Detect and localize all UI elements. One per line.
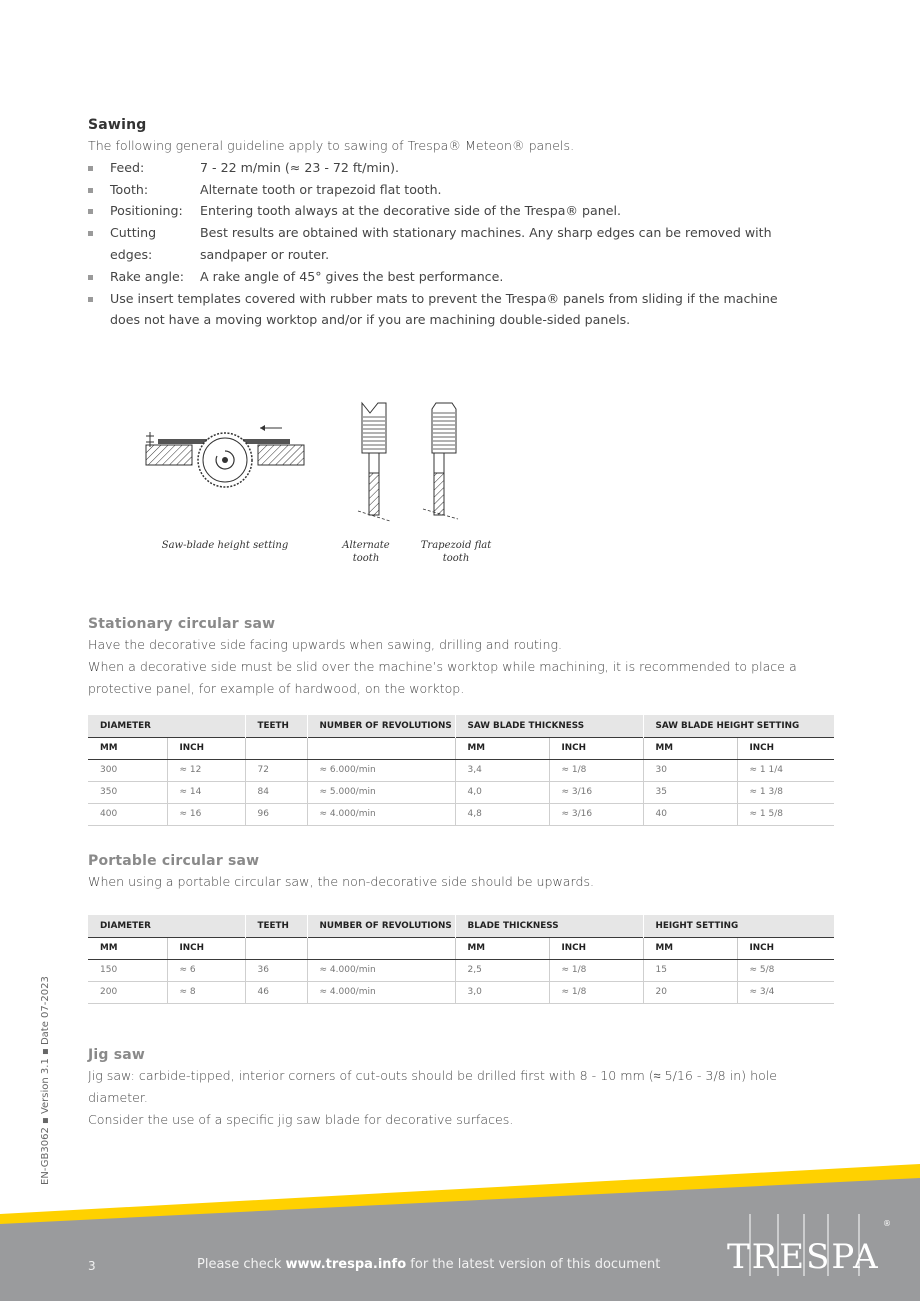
bullet-desc: Best results are obtained with stationary machines. Any sharp edges can be removed with sandpaper or router.	[200, 225, 772, 262]
page-number: 3	[88, 1259, 96, 1273]
table-cell: ≈ 8	[167, 981, 245, 1003]
jigsaw-para-2: Consider the use of a specific jig saw blade for decorative surfaces.	[88, 1111, 514, 1127]
table-row	[88, 759, 834, 781]
table-subheader: MM	[643, 937, 737, 959]
website-link[interactable]: www.trespa.info	[285, 1257, 407, 1272]
table-cell: ≈ 12	[167, 759, 245, 781]
bullet-desc: Alternate tooth or trapezoid flat tooth.	[200, 181, 442, 197]
table-cell: 150	[88, 959, 167, 981]
table-cell: 84	[245, 781, 307, 803]
bullet-term: Rake angle:	[110, 268, 184, 284]
table-cell: 350	[88, 781, 167, 803]
table-header: HEIGHT SETTING	[643, 915, 834, 937]
table-cell: ≈ 3/16	[549, 781, 643, 803]
table-cell: 46	[245, 981, 307, 1003]
bullet-desc: Use insert templates covered with rubber mats to prevent the Trespa® panels from sliding if the machine does not have a moving worktop and/or if you are machining double-sided panels.	[110, 290, 778, 328]
svg-text:®: ®	[883, 1219, 891, 1228]
caption-line: tooth	[352, 553, 380, 564]
table-header: SAW BLADE HEIGHT SETTING	[643, 715, 834, 737]
footer-text: Please check	[197, 1257, 286, 1272]
caption-line: Trapezoid flat	[420, 540, 492, 551]
table-cell: 96	[245, 803, 307, 825]
table-subheader: INCH	[167, 937, 245, 959]
bullet-desc: A rake angle of 45° gives the best performance.	[200, 268, 504, 284]
table-header: TEETH	[245, 915, 307, 937]
list-item	[88, 157, 808, 179]
stationary-heading: Stationary circular saw	[88, 616, 276, 632]
document-version-label: EN-GB3062 ▪ Version 3.1 ▪ Date 07-2023	[40, 976, 51, 1185]
table-row	[88, 803, 834, 825]
table-cell: 300	[88, 759, 167, 781]
jigsaw-heading: Jig saw	[88, 1047, 146, 1063]
table-cell: ≈ 5.000/min	[307, 781, 455, 803]
caption-alternate-tooth	[326, 539, 406, 565]
jigsaw-para-1: Jig saw: carbide-tipped, interior corners of cut-outs should be drilled first with 8 - 10 mm (≈ 5/16 - 3/8 in) hole diameter.	[88, 1068, 778, 1105]
table-subheader	[245, 737, 307, 759]
list-item	[88, 200, 808, 222]
table-cell: 15	[643, 959, 737, 981]
table-cell: ≈ 3/16	[549, 803, 643, 825]
sawing-bullet-list	[88, 157, 808, 331]
caption-line: tooth	[442, 553, 470, 564]
bullet-term: Cutting edges:	[110, 225, 157, 262]
table-cell: ≈ 6	[167, 959, 245, 981]
table-cell: 30	[643, 759, 737, 781]
table-cell: 4,8	[455, 803, 549, 825]
table-cell: 400	[88, 803, 167, 825]
table-subheader	[307, 737, 455, 759]
table-subheader	[245, 937, 307, 959]
table-cell: ≈ 3/4	[737, 981, 834, 1003]
bullet-desc: 7 - 22 m/min (≈ 23 - 72 ft/min).	[200, 159, 399, 175]
table-header: TEETH	[245, 715, 307, 737]
bullet-term: Feed:	[110, 159, 145, 175]
table-cell: 36	[245, 959, 307, 981]
table-subheader: MM	[88, 937, 167, 959]
caption-saw-blade: Saw-blade height setting	[161, 540, 289, 551]
sawing-section	[88, 117, 808, 331]
footer-note	[197, 1257, 660, 1272]
table-subheader	[307, 937, 455, 959]
table-subheader: INCH	[167, 737, 245, 759]
table-subheader: INCH	[737, 737, 834, 759]
bullet-desc: Entering tooth always at the decorative side of the Trespa® panel.	[200, 203, 621, 219]
table-row	[88, 981, 834, 1003]
table-subheader: INCH	[549, 937, 643, 959]
footer-text: for the latest version of this document	[406, 1257, 661, 1272]
stationary-para-1: Have the decorative side facing upwards when sawing, drilling and routing.	[88, 637, 563, 652]
list-item	[88, 266, 808, 288]
bullet-term: Tooth:	[110, 181, 149, 197]
table-cell: ≈ 4.000/min	[307, 981, 455, 1003]
table-subheader: INCH	[549, 737, 643, 759]
portable-section	[88, 853, 808, 893]
table-subheader: INCH	[737, 937, 834, 959]
table-cell: 200	[88, 981, 167, 1003]
portable-heading: Portable circular saw	[88, 853, 260, 869]
portable-table	[88, 915, 834, 1004]
trespa-logo	[725, 1214, 895, 1276]
table-cell: 20	[643, 981, 737, 1003]
table-cell: ≈ 16	[167, 803, 245, 825]
caption-trapezoid-tooth	[406, 539, 506, 565]
stationary-para-2: When a decorative side must be slid over the machine’s worktop while machining, it is recommended to place a protective panel, for example of hardwood, on the worktop.	[88, 658, 797, 696]
table-header: SAW BLADE THICKNESS	[455, 715, 643, 737]
table-cell: ≈ 14	[167, 781, 245, 803]
sawing-intro: The following general guideline apply to sawing of Trespa® Meteon® panels.	[88, 138, 575, 153]
list-item	[88, 288, 808, 332]
table-cell: ≈ 4.000/min	[307, 959, 455, 981]
table-cell: 4,0	[455, 781, 549, 803]
table-cell: ≈ 1 5/8	[737, 803, 834, 825]
table-cell: 2,5	[455, 959, 549, 981]
table-cell: ≈ 4.000/min	[307, 803, 455, 825]
table-cell: ≈ 6.000/min	[307, 759, 455, 781]
stationary-section	[88, 616, 808, 699]
table-cell: ≈ 1 3/8	[737, 781, 834, 803]
table-cell: ≈ 5/8	[737, 959, 834, 981]
table-header: DIAMETER	[88, 915, 245, 937]
table-cell: 40	[643, 803, 737, 825]
table-row	[88, 781, 834, 803]
table-subheader: MM	[88, 737, 167, 759]
table-cell: ≈ 1/8	[549, 959, 643, 981]
saw-blade-figure	[146, 425, 304, 487]
table-cell: ≈ 1/8	[549, 759, 643, 781]
bullet-term: Positioning:	[110, 203, 183, 219]
portable-para: When using a portable circular saw, the non-decorative side should be upwards.	[88, 874, 595, 889]
table-subheader: MM	[455, 937, 549, 959]
table-cell: 3,4	[455, 759, 549, 781]
saw-diagram	[140, 395, 500, 535]
list-item	[88, 222, 808, 266]
trapezoid-tooth-figure	[423, 403, 458, 519]
table-cell: 72	[245, 759, 307, 781]
table-cell: ≈ 1 1/4	[737, 759, 834, 781]
list-item	[88, 179, 808, 201]
table-row	[88, 959, 834, 981]
table-header: BLADE THICKNESS	[455, 915, 643, 937]
table-header: NUMBER OF REVOLUTIONS	[307, 915, 455, 937]
table-cell: 3,0	[455, 981, 549, 1003]
caption-line: Alternate	[342, 540, 390, 551]
table-cell: 35	[643, 781, 737, 803]
jigsaw-section	[88, 1047, 808, 1130]
table-subheader: MM	[643, 737, 737, 759]
table-cell: ≈ 1/8	[549, 981, 643, 1003]
stationary-table	[88, 715, 834, 826]
logo-text: TRESPA	[727, 1237, 880, 1276]
table-subheader: MM	[455, 737, 549, 759]
alternate-tooth-figure	[358, 403, 390, 521]
table-header: NUMBER OF REVOLUTIONS	[307, 715, 455, 737]
table-header: DIAMETER	[88, 715, 245, 737]
sawing-heading: Sawing	[88, 117, 147, 133]
